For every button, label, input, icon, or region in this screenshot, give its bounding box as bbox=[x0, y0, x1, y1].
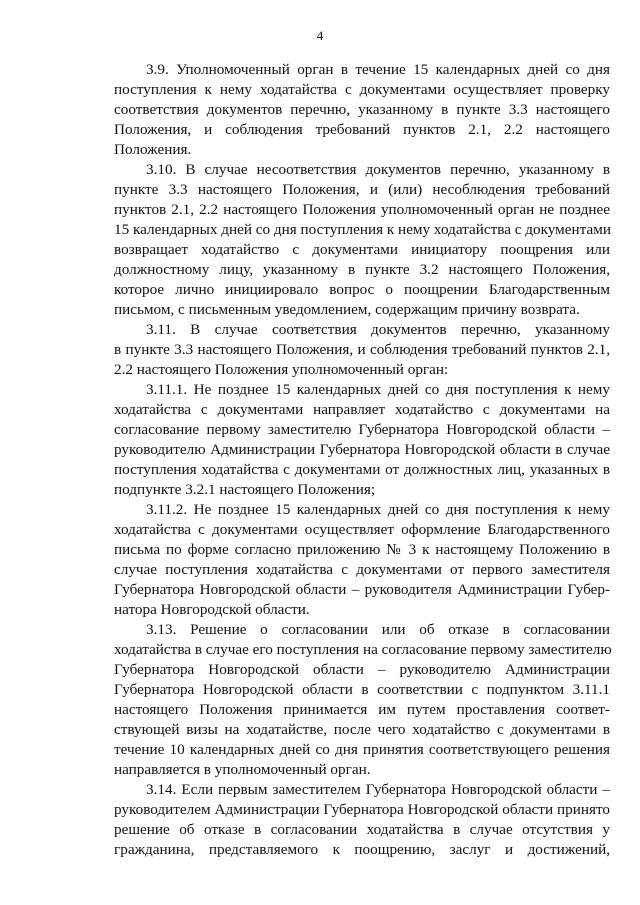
paragraph-3-14-line: руководителем Администрации Губернатора Новгородской области принято bbox=[114, 801, 610, 818]
paragraph-3-9-line: соответствия документов перечню, указанному в пункте 3.3 настоящего bbox=[114, 101, 610, 118]
paragraph-3-11-1-line: согласование первому заместителю Губернатора Новгородской области – bbox=[114, 421, 610, 438]
paragraph-3-10-line: пункте 3.3 настоящего Положения, и (или) несоблюдения требований bbox=[114, 181, 610, 198]
paragraph-3-11-1-line: подпункте 3.2.1 настоящего Положения; bbox=[114, 481, 376, 498]
paragraph-3-13-line: ходатайства в случае его поступления на согласование первому заместителю bbox=[114, 641, 612, 658]
paragraph-3-9-line: Положения, и соблюдения требований пунктов 2.1, 2.2 настоящего bbox=[114, 121, 610, 138]
paragraph-3-11-2-line: письма по форме согласно приложению № 3 к настоящему Положению в bbox=[114, 541, 610, 558]
paragraph-3-10-line: которое лично инициировало вопрос о поощрении Благодарственным bbox=[114, 281, 610, 298]
paragraph-3-11-1-line: поступления ходатайства с документами от должностных лиц, указанных в bbox=[114, 461, 610, 478]
paragraph-3-11-2-line: случае поступления ходатайства с документами от первого заместителя bbox=[114, 561, 610, 578]
paragraph-3-11-2-line: 3.11.2. Не позднее 15 календарных дней со дня поступления к нему bbox=[146, 501, 610, 518]
paragraph-3-13-line: Губернатора Новгородской области – руководителю Администрации bbox=[114, 661, 610, 678]
page-number: 4 bbox=[316, 28, 324, 43]
paragraph-3-9-line: поступления к нему ходатайства с документами осуществляет проверку bbox=[114, 81, 610, 98]
paragraph-3-11-line: 2.2 настоящего Положения уполномоченный орган: bbox=[114, 361, 449, 378]
paragraph-3-11-2-line: Губернатора Новгородской области – руководителя Администрации Губер- bbox=[114, 581, 610, 598]
paragraph-3-13-line: 3.13. Решение о согласовании или об отказе в согласовании bbox=[146, 621, 610, 638]
paragraph-3-11-line: 3.11. В случае соответствия документов перечню, указанному bbox=[146, 321, 610, 338]
paragraph-3-14-line: гражданина, представляемого к поощрению, заслуг и достижений, bbox=[114, 841, 610, 858]
paragraph-3-11-2-line: натора Новгородской области. bbox=[114, 601, 310, 618]
paragraph-3-10-line: 3.10. В случае несоответствия документов перечню, указанному в bbox=[146, 161, 610, 178]
paragraph-3-9-line: Положения. bbox=[114, 141, 192, 158]
paragraph-3-10-line: пунктов 2.1, 2.2 настоящего Положения уполномоченный орган не позднее bbox=[114, 201, 610, 218]
paragraph-3-13-line: ствующей визы на ходатайстве, после чего ходатайство с документами в bbox=[114, 721, 610, 738]
paragraph-3-14-line: решение об отказе в согласовании ходатайства в случае отсутствия у bbox=[114, 821, 610, 838]
paragraph-3-11-1-line: руководителю Администрации Губернатора Новгородской области в случае bbox=[114, 441, 610, 458]
paragraph-3-11-line: в пункте 3.3 настоящего Положения, и соблюдения требований пунктов 2.1, bbox=[114, 341, 610, 358]
paragraph-3-9-line: 3.9. Уполномоченный орган в течение 15 календарных дней со дня bbox=[146, 61, 610, 78]
paragraph-3-13-line: течение 10 календарных дней со дня принятия соответствующего решения bbox=[114, 741, 610, 758]
paragraph-3-13-line: направляется в уполномоченный орган. bbox=[114, 761, 371, 778]
paragraph-3-10-line: должностному лицу, указанному в пункте 3.2 настоящего Положения, bbox=[114, 261, 610, 278]
paragraph-3-11-1-line: 3.11.1. Не позднее 15 календарных дней со дня поступления к нему bbox=[146, 381, 610, 398]
paragraph-3-11-2-line: ходатайства с документами осуществляет оформление Благодарственного bbox=[114, 521, 610, 538]
paragraph-3-10-line: возвращает ходатайство с документами инициатору поощрения или bbox=[114, 241, 610, 258]
paragraph-3-13-line: настоящего Положения принимается им путем проставления соответ- bbox=[114, 701, 610, 718]
paragraph-3-11-1-line: ходатайства с документами направляет ходатайство с документами на bbox=[114, 401, 610, 418]
paragraph-3-13-line: Губернатора Новгородской области в соответствии с подпунктом 3.11.1 bbox=[114, 681, 610, 698]
paragraph-3-14-line: 3.14. Если первым заместителем Губернатора Новгородской области – bbox=[146, 781, 610, 798]
paragraph-3-10-line: 15 календарных дней со дня поступления к нему ходатайства с документами bbox=[114, 221, 611, 238]
paragraph-3-10-line: письмом, с письменным уведомлением, содержащим причину возврата. bbox=[114, 301, 580, 318]
